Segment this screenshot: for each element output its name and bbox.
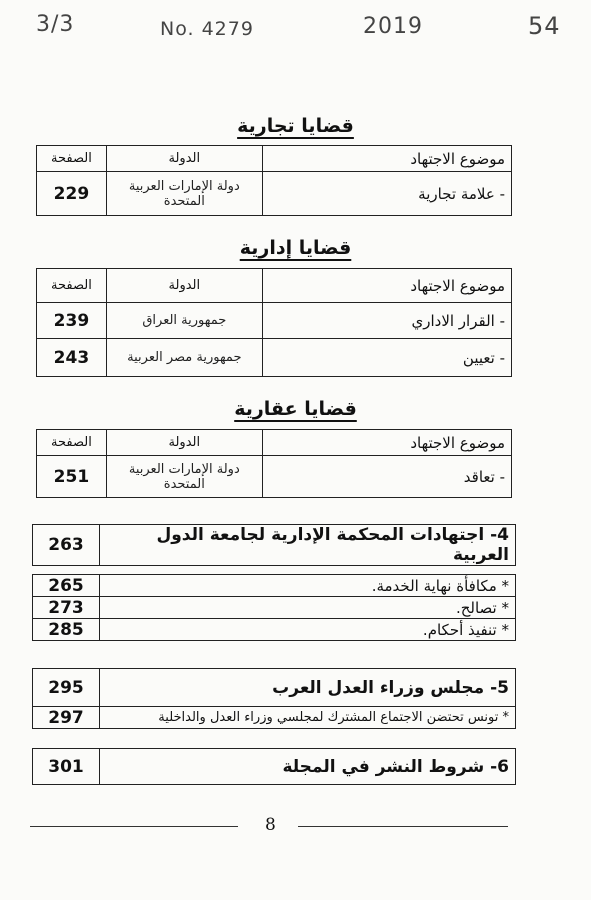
- section4-table: [32, 524, 516, 566]
- list-item: [33, 707, 516, 729]
- topic-cell: - تعاقد: [262, 456, 511, 498]
- table-row: [37, 339, 512, 377]
- commercial-table: [36, 145, 512, 216]
- item-text: * مكافأة نهاية الخدمة.: [100, 575, 516, 597]
- col-country-header: الدولة: [106, 430, 262, 456]
- section5-table: [32, 668, 516, 729]
- section6-table: [32, 748, 516, 785]
- col-topic-header: موضوع الاجتهاد: [262, 269, 511, 303]
- section4-page: 263: [33, 525, 100, 566]
- page-number: 8: [265, 815, 276, 835]
- section4-title: 4- اجتهادات المحكمة الإدارية لجامعة الدول العربية: [100, 525, 516, 566]
- section5-page: 295: [33, 669, 100, 707]
- country-cell: دولة الإمارات العربية المتحدة: [106, 456, 262, 498]
- item-page: 265: [33, 575, 100, 597]
- realestate-table: [36, 429, 512, 498]
- section4-items-table: [32, 574, 516, 641]
- topic-cell: - القرار الاداري: [262, 303, 511, 339]
- handwritten-page-count: 3/3: [36, 12, 75, 37]
- page-cell: 229: [37, 172, 107, 216]
- country-cell: دولة الإمارات العربية المتحدة: [106, 172, 262, 216]
- item-page: 285: [33, 619, 100, 641]
- item-page: 297: [33, 707, 100, 729]
- table-row: [37, 303, 512, 339]
- section5-title: 5- مجلس وزراء العدل العرب: [100, 669, 516, 707]
- country-cell: جمهورية مصر العربية: [106, 339, 262, 377]
- col-topic-header: موضوع الاجتهاد: [262, 146, 511, 172]
- handwritten-reference: No. 4279: [160, 18, 254, 40]
- item-page: 273: [33, 597, 100, 619]
- col-page-header: الصفحة: [37, 430, 107, 456]
- table-row: [37, 456, 512, 498]
- section6-page: 301: [33, 749, 100, 785]
- footer-rule-right: [298, 826, 508, 827]
- col-topic-header: موضوع الاجتهاد: [262, 430, 511, 456]
- administrative-heading: قضايا إدارية: [239, 237, 352, 259]
- topic-cell: - علامة تجارية: [262, 172, 511, 216]
- section6-title: 6- شروط النشر في المجلة: [100, 749, 516, 785]
- footer-rule-left: [30, 826, 238, 827]
- col-country-header: الدولة: [106, 269, 262, 303]
- handwritten-number: 54: [528, 12, 561, 40]
- list-item: [33, 619, 516, 641]
- item-text: * تصالح.: [100, 597, 516, 619]
- handwritten-year: 2019: [363, 14, 423, 39]
- col-country-header: الدولة: [106, 146, 262, 172]
- administrative-table: [36, 268, 512, 377]
- col-page-header: الصفحة: [37, 146, 107, 172]
- table-row: [37, 172, 512, 216]
- list-item: [33, 575, 516, 597]
- item-text: * تونس تحتضن الاجتماع المشترك لمجلسي وزراء العدل والداخلية: [100, 707, 516, 729]
- page-cell: 251: [37, 456, 107, 498]
- page-cell: 239: [37, 303, 107, 339]
- realestate-heading: قضايا عقارية: [234, 398, 357, 420]
- topic-cell: - تعيين: [262, 339, 511, 377]
- commercial-heading: قضايا تجارية: [237, 115, 354, 137]
- page-cell: 243: [37, 339, 107, 377]
- list-item: [33, 597, 516, 619]
- country-cell: جمهورية العراق: [106, 303, 262, 339]
- item-text: * تنفيذ أحكام.: [100, 619, 516, 641]
- col-page-header: الصفحة: [37, 269, 107, 303]
